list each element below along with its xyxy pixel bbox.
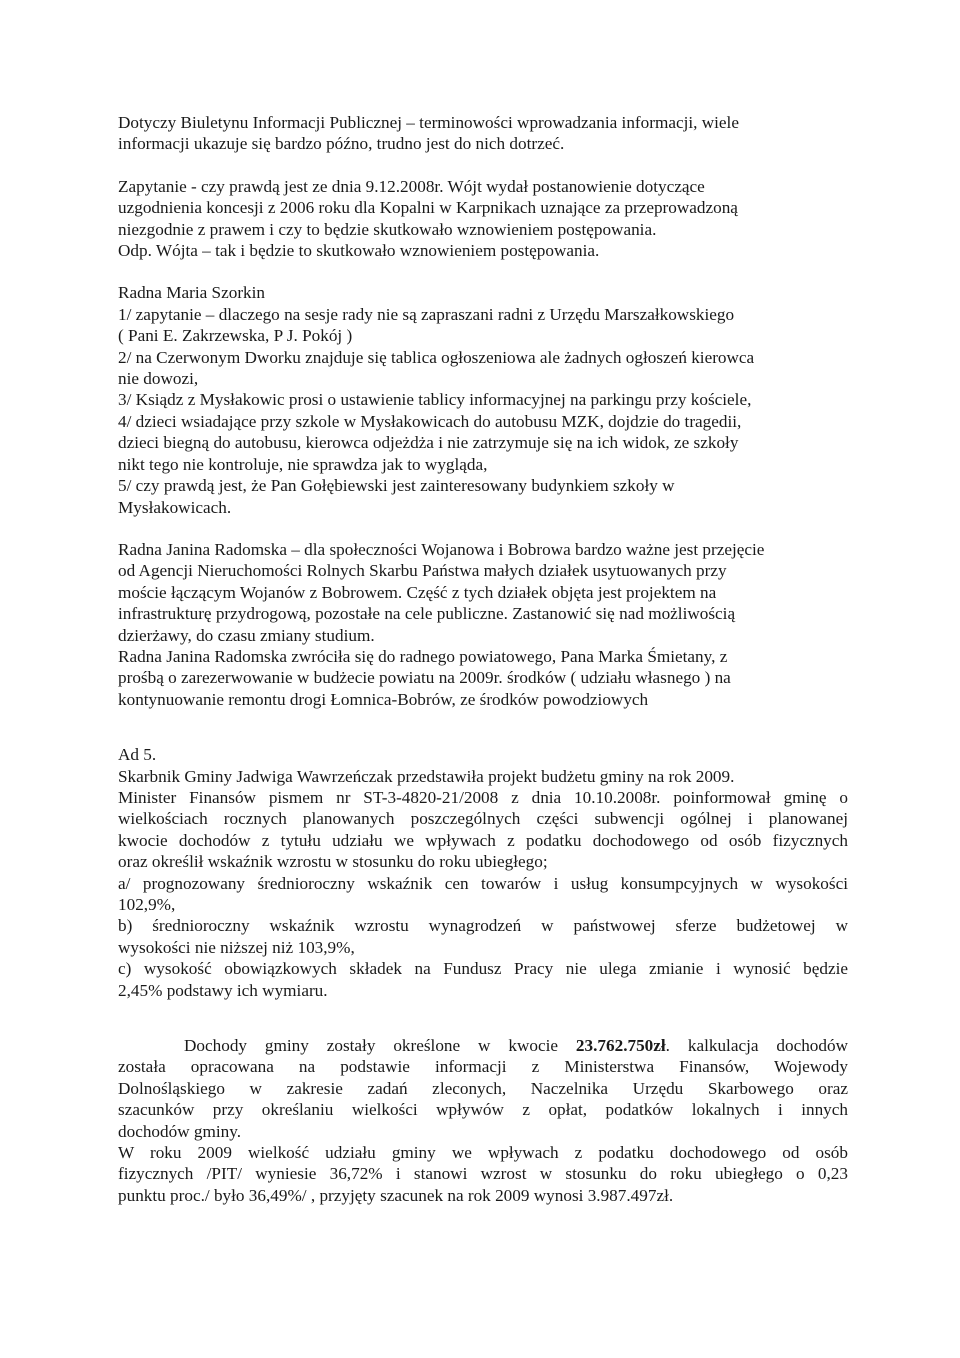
text-line: ( Pani E. Zakrzewska, P J. Pokój )	[118, 326, 353, 346]
text-line: nikt tego nie kontroluje, nie sprawdza jak to wygląda,	[118, 454, 488, 474]
text-line: fizycznych /PIT/ wyniesie 36,72% i stanowi wzrost w stosunku do roku ubiegłego o 0,23	[118, 1164, 848, 1184]
text-line: Odp. Wójta – tak i będzie to skutkowało wznowieniem postępowania.	[118, 241, 600, 261]
text-line: c) wysokość obowiązkowych składek na Fundusz Pracy nie ulega zmianie i wynosić będzie	[118, 959, 848, 979]
text-line: Skarbnik Gminy Jadwiga Wawrzeńczak przedstawiła projekt budżetu gminy na rok 2009.	[118, 766, 735, 786]
section-heading: Ad 5.	[118, 745, 157, 765]
text-line: a/ prognozowany średnioroczny wskaźnik cen towarów i usług konsumpcyjnych w wysokości	[118, 873, 848, 893]
text-line: prośbą o zarezerwowanie w budżecie powiatu na 2009r. środków ( udziału własnego ) na	[118, 668, 731, 688]
text-line: nie dowozi,	[118, 369, 199, 389]
paragraph-dochody	[118, 1035, 848, 1206]
text-line: b) średnioroczny wskaźnik wzrostu wynagrodzeń w państwowej sferze budżetowej w	[118, 916, 848, 936]
text-line: 5/ czy prawdą jest, że Pan Gołębiewski jest zainteresowany budynkiem szkoły w	[118, 476, 675, 496]
paragraph-szorkin	[118, 282, 848, 517]
paragraph-zapytanie	[118, 176, 848, 262]
paragraph-radomska	[118, 539, 848, 710]
text-line: Radna Janina Radomska – dla społeczności Wojanowa i Bobrowa bardzo ważne jest przejęcie	[118, 539, 765, 559]
text-line: kwocie dochodów z tytułu udziału we wpływach z podatku dochodowego od osób fizycznych	[118, 830, 848, 850]
text-line: moście łączącym Wojanów z Bobrowem. Część z tych działek objęta jest projektem na	[118, 582, 717, 602]
text-line: dzierżawy, do czasu zmiany studium.	[118, 625, 375, 645]
text-line: została opracowana na podstawie informacji z Ministerstwa Finansów, Wojewody	[118, 1057, 848, 1077]
paragraph-bip	[118, 112, 848, 155]
text-line: Minister Finansów pismem nr ST-3-4820-21/2008 z dnia 10.10.2008r. poinformował gminę o	[118, 787, 848, 807]
text-line: wysokości nie niższej niż 103,9%,	[118, 937, 355, 957]
text-line: kontynuowanie remontu drogi Łomnica-Bobrów, ze środków powodziowych	[118, 689, 649, 709]
text-line: dochodów gminy.	[118, 1121, 242, 1141]
text-line: punktu proc./ było 36,49%/ , przyjęty szacunek na rok 2009 wynosi 3.987.497zł.	[118, 1185, 674, 1205]
text-line: szacunków przy określaniu wielkości wpływów z opłat, podatków lokalnych i innych	[118, 1100, 848, 1120]
income-amount: 23.762.750zł	[575, 1036, 666, 1056]
text-line: Dotyczy Biuletynu Informacji Publicznej – terminowości wprowadzania informacji, wiele	[118, 113, 739, 132]
text-line: 4/ dzieci wsiadające przy szkole w Mysłakowicach do autobusu MZK, dojdzie do tragedii,	[118, 411, 742, 431]
text-line: 2/ na Czerwonym Dworku znajduje się tablica ogłoszeniowa ale żadnych ogłoszeń kierowca	[118, 347, 755, 367]
text-line: wielkościach rocznych planowanych poszczególnych części subwencji ogólnej i planowanej	[118, 809, 848, 829]
text-line: 3/ Ksiądz z Mysłakowic prosi o ustawienie tablicy informacyjnej na parkingu przy kościele,	[118, 390, 752, 410]
text-line: Radna Maria Szorkin	[118, 283, 266, 303]
text-line: Dolnośląskiego w zakresie zadań zleconych, Naczelnika Urzędu Skarbowego oraz	[118, 1078, 848, 1098]
text-line: 102,9%,	[118, 895, 176, 914]
text-line: 2,45% podstawy ich wymiaru.	[118, 980, 328, 1000]
text-line: Radna Janina Radomska zwróciła się do radnego powiatowego, Pana Marka Śmietany, z	[118, 646, 728, 666]
text-line: dzieci biegną do autobusu, kierowca odjeżdża i nie zatrzymuje się na ich widok, ze szkoły	[118, 433, 739, 453]
text-line-lead: Dochody gminy zostały określone w kwocie 23.762.750zł. kalkulacja dochodów	[184, 1036, 849, 1056]
text-line: W roku 2009 wielkość udziału gminy we wpływach z podatku dochodowego od osób	[118, 1143, 848, 1163]
text-line: oraz określił wskaźnik wzrostu w stosunku do roku ubiegłego;	[118, 852, 548, 872]
text-line: niezgodnie z prawem i czy to będzie skutkowało wznowieniem postępowania.	[118, 219, 657, 239]
text-line: Mysłakowicach.	[118, 497, 232, 517]
text-line: infrastrukturę przydrogową, pozostałe na cele publiczne. Zastanowić się nad możliwością	[118, 604, 736, 624]
text-line: 1/ zapytanie – dlaczego na sesje rady nie są zapraszani radni z Urzędu Marszałkowskiego	[118, 304, 735, 324]
text-line: uzgodnienia koncesji z 2006 roku dla Kopalni w Karpnikach uznające za przeprowadzoną	[118, 198, 738, 218]
text-line: Zapytanie - czy prawdą jest ze dnia 9.12.2008r. Wójt wydał postanowienie dotyczące	[118, 176, 705, 196]
text-line: od Agencji Nieruchomości Rolnych Skarbu Państwa małych działek usytuowanych przy	[118, 561, 727, 581]
paragraph-ad5	[118, 744, 848, 1001]
text-line: informacji ukazuje się bardzo późno, trudno jest do nich dotrzeć.	[118, 134, 565, 154]
